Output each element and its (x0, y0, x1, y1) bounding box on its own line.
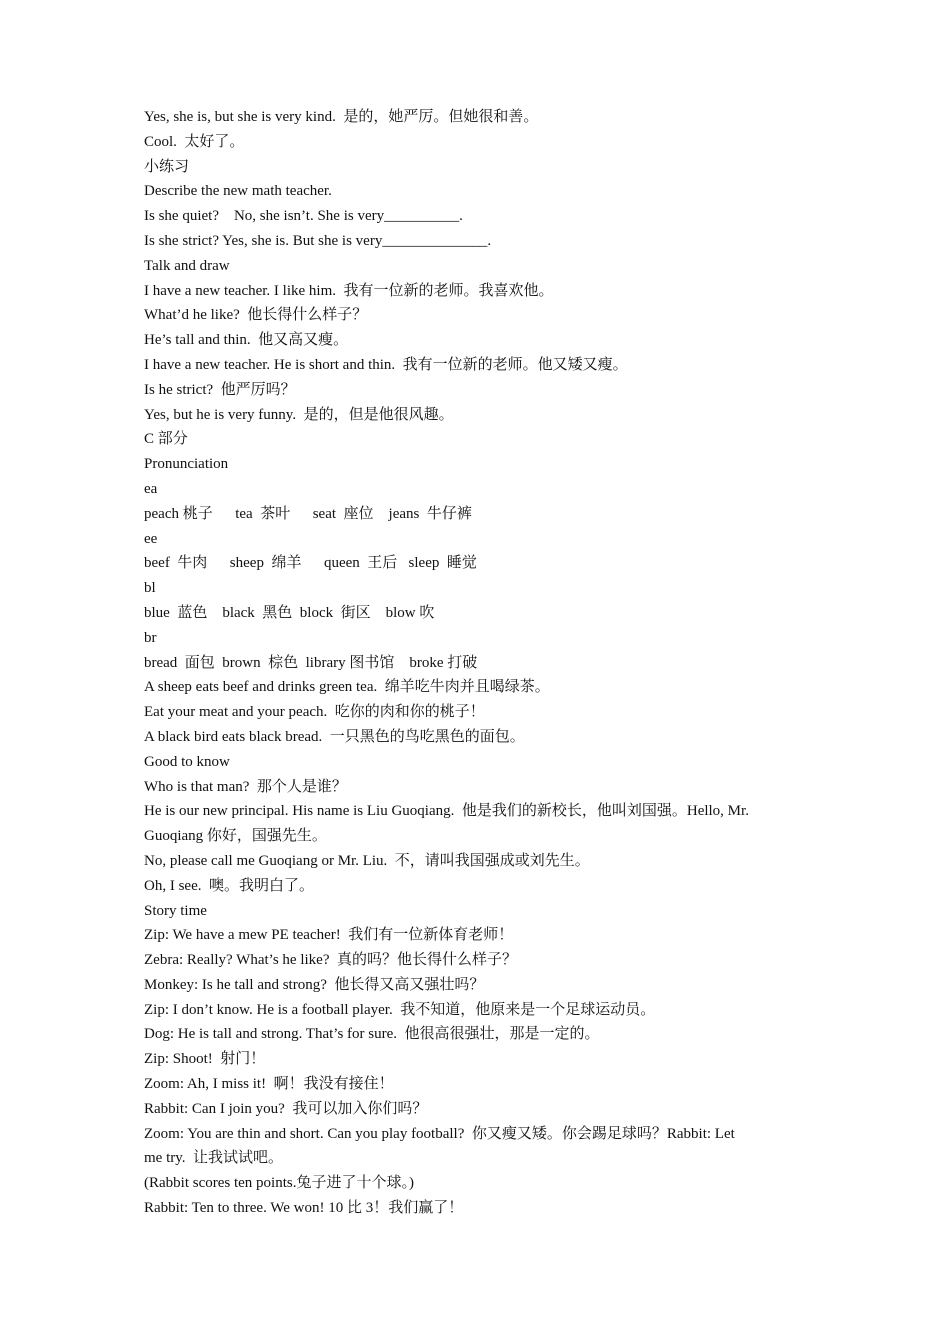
section-heading: 小练习 (144, 158, 190, 175)
dialogue-line: Zoom: You are thin and short. Can you play football? 你又瘦又矮。你会踢足球吗？Rabbit: Let (144, 1125, 735, 1142)
vocabulary-line: bread 面包 brown 棕色 library 图书馆 broke 打破 (144, 654, 478, 671)
text-line: Cool. 太好了。 (144, 133, 245, 150)
text-line: No, please call me Guoqiang or Mr. Liu. 不，请叫我国强成或刘先生。 (144, 852, 590, 869)
dialogue-line: (Rabbit scores ten points.兔子进了十个球。) (144, 1175, 414, 1192)
dialogue-line: Zebra: Really? What’s he like? 真的吗？他长得什么样子？ (144, 952, 517, 969)
text-line: Is he strict? 他严厉吗？ (144, 381, 296, 398)
section-heading: Talk and draw (144, 257, 230, 274)
text-line: He’s tall and thin. 他又高又瘦。 (144, 332, 349, 349)
dialogue-line: Dog: He is tall and strong. That’s for sure. 他很高很强壮，那是一定的。 (144, 1026, 600, 1043)
dialogue-line: Zip: Shoot! 射门！ (144, 1051, 266, 1068)
text-line: A sheep eats beef and drinks green tea. 绵羊吃牛肉并且喝绿茶。 (144, 679, 550, 696)
phonics-label: ea (144, 480, 158, 497)
document-body (144, 105, 812, 1221)
dialogue-line: Monkey: Is he tall and strong? 他长得又高又强壮吗？ (144, 976, 485, 993)
text-line: Yes, she is, but she is very kind. 是的，她严厉。但她很和善。 (144, 109, 539, 125)
text-line: I have a new teacher. He is short and thin. 我有一位新的老师。他又矮又瘦。 (144, 356, 628, 373)
phonics-label: br (144, 629, 157, 646)
section-heading: Story time (144, 902, 207, 919)
text-line: He is our new principal. His name is Liu Guoqiang. 他是我们的新校长，他叫刘国强。Hello, Mr. (144, 803, 749, 820)
phonics-label: bl (144, 580, 156, 597)
vocabulary-line: blue 蓝色 black 黑色 block 街区 blow 吹 (144, 604, 435, 621)
section-heading: C 部分 (144, 431, 188, 448)
section-heading: Good to know (144, 753, 230, 770)
text-line: Yes, but he is very funny. 是的，但是他很风趣。 (144, 406, 454, 423)
vocabulary-line: peach 桃子 tea 茶叶 seat 座位 jeans 牛仔裤 (144, 505, 472, 522)
dialogue-line: Rabbit: Ten to three. We won! 10 比 3！我们赢了！ (144, 1200, 464, 1217)
text-line: I have a new teacher. I like him. 我有一位新的老师。我喜欢他。 (144, 282, 554, 299)
section-heading: Pronunciation (144, 456, 229, 473)
exercise-line: Is she strict? Yes, she is. But she is very______________. (144, 232, 492, 249)
text-line: Who is that man? 那个人是谁？ (144, 778, 347, 795)
phonics-label: ee (144, 530, 158, 547)
vocabulary-line: beef 牛肉 sheep 绵羊 queen 王后 sleep 睡觉 (144, 555, 477, 572)
dialogue-line: Rabbit: Can I join you? 我可以加入你们吗？ (144, 1100, 428, 1117)
dialogue-line: Zip: We have a mew PE teacher! 我们有一位新体育老师！ (144, 927, 514, 944)
exercise-line: Is she quiet? No, she isn’t. She is very__________. (144, 208, 463, 225)
text-line: A black bird eats black bread. 一只黑色的鸟吃黑色的面包。 (144, 728, 525, 745)
dialogue-line: Zoom: Ah, I miss it! 啊！我没有接住！ (144, 1076, 394, 1093)
text-line: Eat your meat and your peach. 吃你的肉和你的桃子！ (144, 704, 485, 721)
text-line: Guoqiang 你好，国强先生。 (144, 828, 327, 845)
text-line: Describe the new math teacher. (144, 183, 332, 200)
text-line: What’d he like? 他长得什么样子？ (144, 307, 368, 324)
text-line: Oh, I see. 噢。我明白了。 (144, 877, 314, 894)
dialogue-line: Zip: I don’t know. He is a football player. 我不知道，他原来是一个足球运动员。 (144, 1001, 656, 1018)
dialogue-line: me try. 让我试试吧。 (144, 1150, 284, 1167)
